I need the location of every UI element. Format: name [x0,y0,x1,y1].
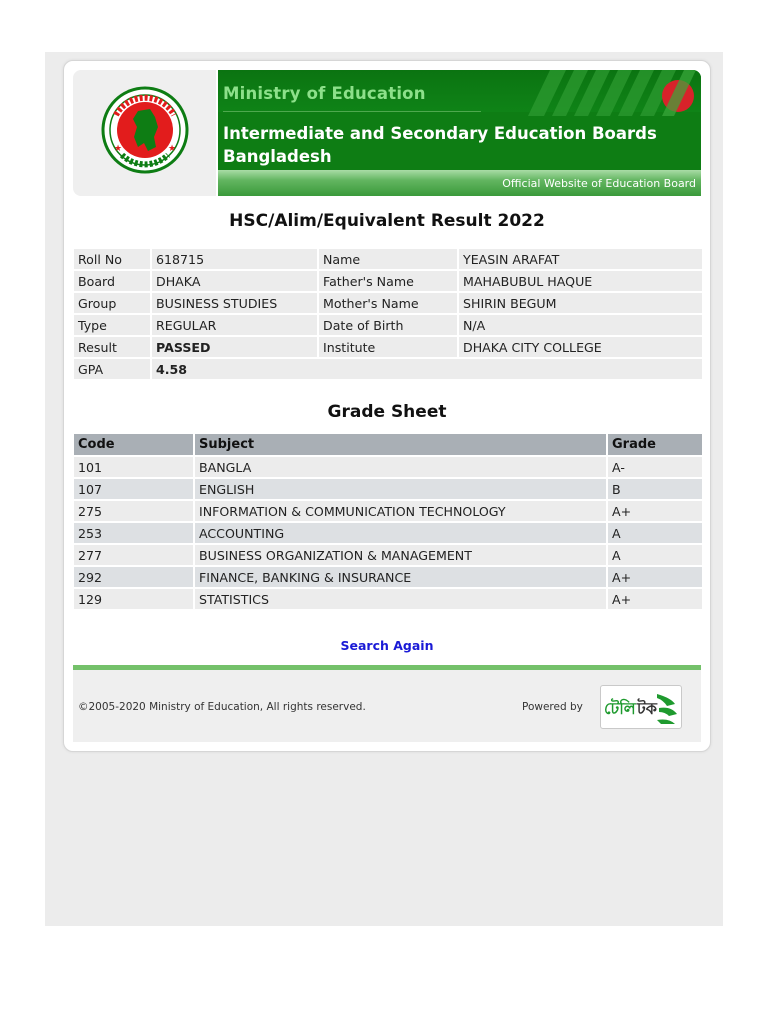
result-label: Result [74,337,150,357]
subject-name: FINANCE, BANKING & INSURANCE [195,567,606,587]
subject-name: STATISTICS [195,589,606,609]
father-label: Father's Name [319,271,457,291]
group-value: BUSINESS STUDIES [152,293,317,313]
subject-code: 129 [74,589,193,609]
svg-text:★: ★ [168,144,177,154]
subject-code: 292 [74,567,193,587]
ministry-name: Ministry of Education [223,84,426,103]
teletalk-logo[interactable] [600,685,682,729]
board-label: Board [74,271,150,291]
grade-sheet-table [72,432,704,611]
roll-label: Roll No [74,249,150,269]
teletalk-logo-icon [601,686,681,728]
mother-label: Mother's Name [319,293,457,313]
svg-text:টক: টক [637,699,657,718]
ministry-divider [223,111,481,112]
info-row [74,249,702,269]
subject-name: BANGLA [195,457,606,477]
mother-value: SHIRIN BEGUM [459,293,702,313]
info-row [74,293,702,313]
grade-header-row [74,434,702,455]
roll-value: 618715 [152,249,317,269]
result-card [63,60,711,752]
board-value: DHAKA [152,271,317,291]
search-again-link[interactable]: Search Again [340,638,434,653]
student-info-table [72,247,704,381]
subject-header: Subject [195,434,606,455]
name-label: Name [319,249,457,269]
site-header [73,70,701,196]
flag-banner-icon [508,70,701,116]
subject-grade: A- [608,457,702,477]
table-row [74,501,702,521]
logo-panel [73,70,216,196]
type-label: Type [74,315,150,335]
grade-sheet-title: Grade Sheet [327,402,447,422]
code-header: Code [74,434,193,455]
dob-label: Date of Birth [319,315,457,335]
powered-by-label: Powered by [522,701,583,713]
subject-grade: A+ [608,589,702,609]
subject-grade: A [608,545,702,565]
copyright-text: ©2005-2020 Ministry of Education, All rights reserved. [78,701,366,713]
board-title: Intermediate and Secondary Education Boards Bangladesh [223,124,657,166]
subject-grade: A [608,523,702,543]
government-seal-icon [100,85,190,175]
svg-text:টেলি: টেলি [604,699,636,718]
svg-text:★: ★ [114,144,123,154]
info-row [74,337,702,357]
father-value: MAHABUBUL HAQUE [459,271,702,291]
table-row [74,479,702,499]
dob-value: N/A [459,315,702,335]
subject-name: BUSINESS ORGANIZATION & MANAGEMENT [195,545,606,565]
info-row [74,359,702,379]
gpa-label: GPA [74,359,150,379]
official-website-label: Official Website of Education Board [502,177,696,190]
subject-code: 253 [74,523,193,543]
subject-name: ACCOUNTING [195,523,606,543]
subject-code: 275 [74,501,193,521]
subject-code: 101 [74,457,193,477]
subject-name: ENGLISH [195,479,606,499]
subject-code: 107 [74,479,193,499]
institute-value: DHAKA CITY COLLEGE [459,337,702,357]
table-row [74,567,702,587]
table-row [74,545,702,565]
name-value: YEASIN ARAFAT [459,249,702,269]
type-value: REGULAR [152,315,317,335]
result-value: PASSED [152,337,317,357]
subject-grade: A+ [608,501,702,521]
result-title: HSC/Alim/Equivalent Result 2022 [229,211,545,231]
table-row [74,457,702,477]
group-label: Group [74,293,150,313]
table-row [74,589,702,609]
header-subbar [218,170,701,196]
info-row [74,315,702,335]
subject-name: INFORMATION & COMMUNICATION TECHNOLOGY [195,501,606,521]
institute-label: Institute [319,337,457,357]
subject-grade: B [608,479,702,499]
site-footer [73,670,701,742]
subject-grade: A+ [608,567,702,587]
grade-header: Grade [608,434,702,455]
info-row [74,271,702,291]
subject-code: 277 [74,545,193,565]
gpa-value: 4.58 [152,359,702,379]
table-row [74,523,702,543]
header-banner [218,70,701,170]
